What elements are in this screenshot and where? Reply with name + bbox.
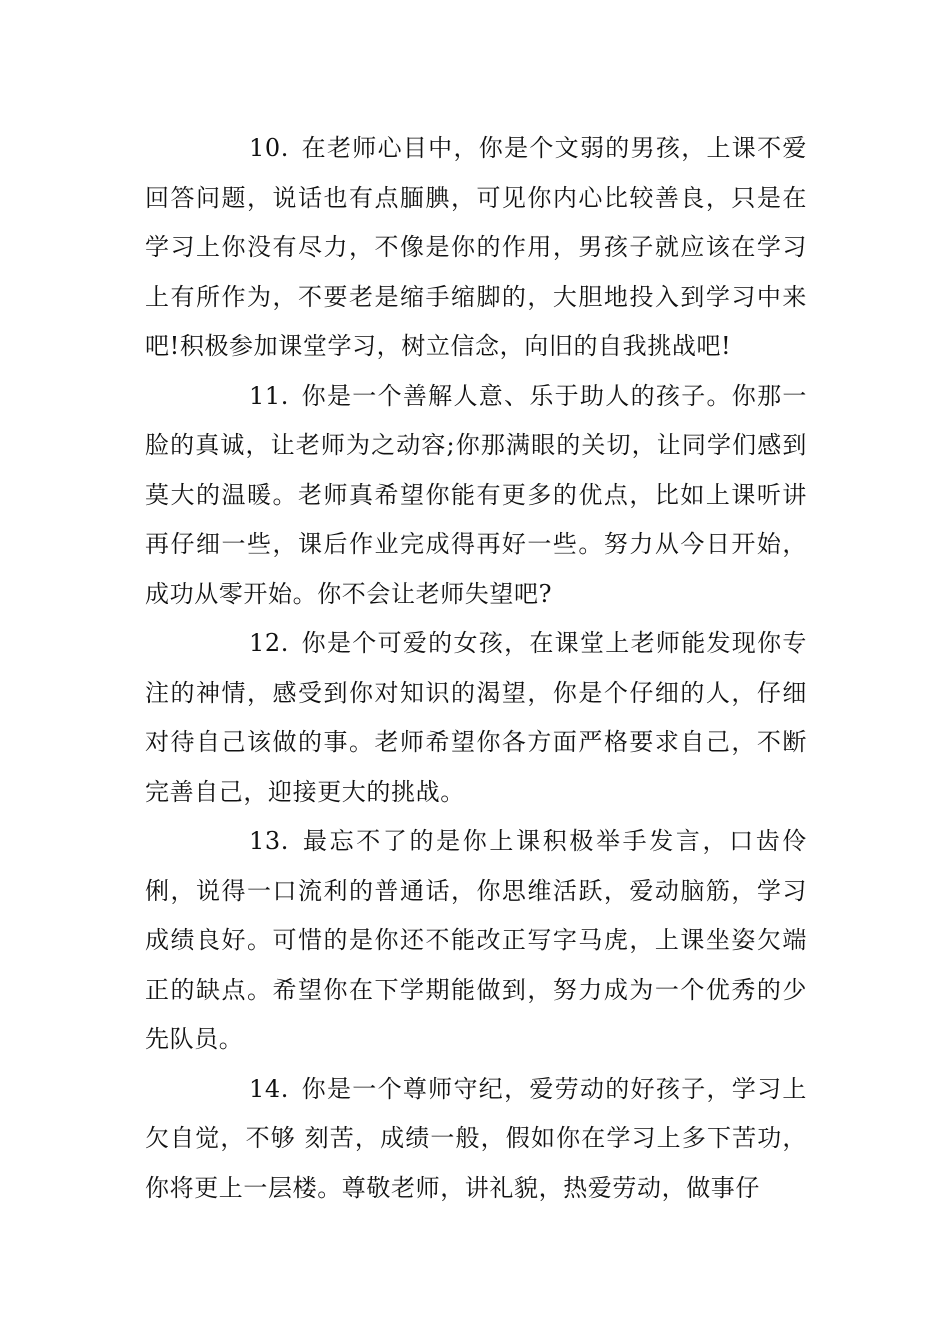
paragraph-text: 你是一个尊师守纪，爱劳动的好孩子，学习上欠自觉，不够 刻苦，成绩一般，假如你在学习上多下苦功，你将更上一层楼。尊敬老师，讲礼貌，热爱劳动，做事仔 bbox=[145, 1074, 807, 1202]
paragraph-11 bbox=[145, 372, 807, 620]
paragraph-text: 在老师心目中，你是个文弱的男孩，上课不爱回答问题，说话也有点腼腆，可见你内心比较善良，只是在学习上你没有尽力，不像是你的作用，男孩子就应该在学习上有所作为，不要老是缩手缩脚的，大胆地投入到学习中来吧!积极参加课堂学习，树立信念，向旧的自我挑战吧! bbox=[145, 134, 807, 360]
paragraph-text: 你是一个善解人意、乐于助人的孩子。你那一脸的真诚，让老师为之动容;你那满眼的关切，让同学们感到莫大的温暖。老师真希望你能有更多的优点，比如上课听讲再仔细一些，课后作业完成得再好一些。努力从今日开始，成功从零开始。你不会让老师失望吧? bbox=[145, 381, 807, 608]
document-body bbox=[145, 124, 807, 1213]
paragraph-number: 12. bbox=[249, 629, 289, 657]
paragraph-number: 11. bbox=[249, 381, 289, 410]
paragraph-text: 你是个可爱的女孩，在课堂上老师能发现你专注的神情，感受到你对知识的渴望，你是个仔细的人，仔细对待自己该做的事。老师希望你各方面严格要求自己，不断完善自己，迎接更大的挑战。 bbox=[145, 629, 807, 806]
paragraph-12 bbox=[145, 619, 807, 817]
paragraph-14 bbox=[145, 1065, 807, 1214]
paragraph-13 bbox=[145, 817, 807, 1065]
paragraph-number: 13. bbox=[249, 827, 289, 855]
paragraph-text: 最忘不了的是你上课积极举手发言，口齿伶俐，说得一口流利的普通话，你思维活跃，爱动脑筋，学习成绩良好。可惜的是你还不能改正写字马虎，上课坐姿欠端正的缺点。希望你在下学期能做到，努力成为一个优秀的少先队员。 bbox=[145, 827, 807, 1053]
paragraph-10 bbox=[145, 124, 807, 372]
paragraph-number: 10. bbox=[249, 134, 289, 162]
paragraph-number: 14. bbox=[249, 1074, 289, 1103]
